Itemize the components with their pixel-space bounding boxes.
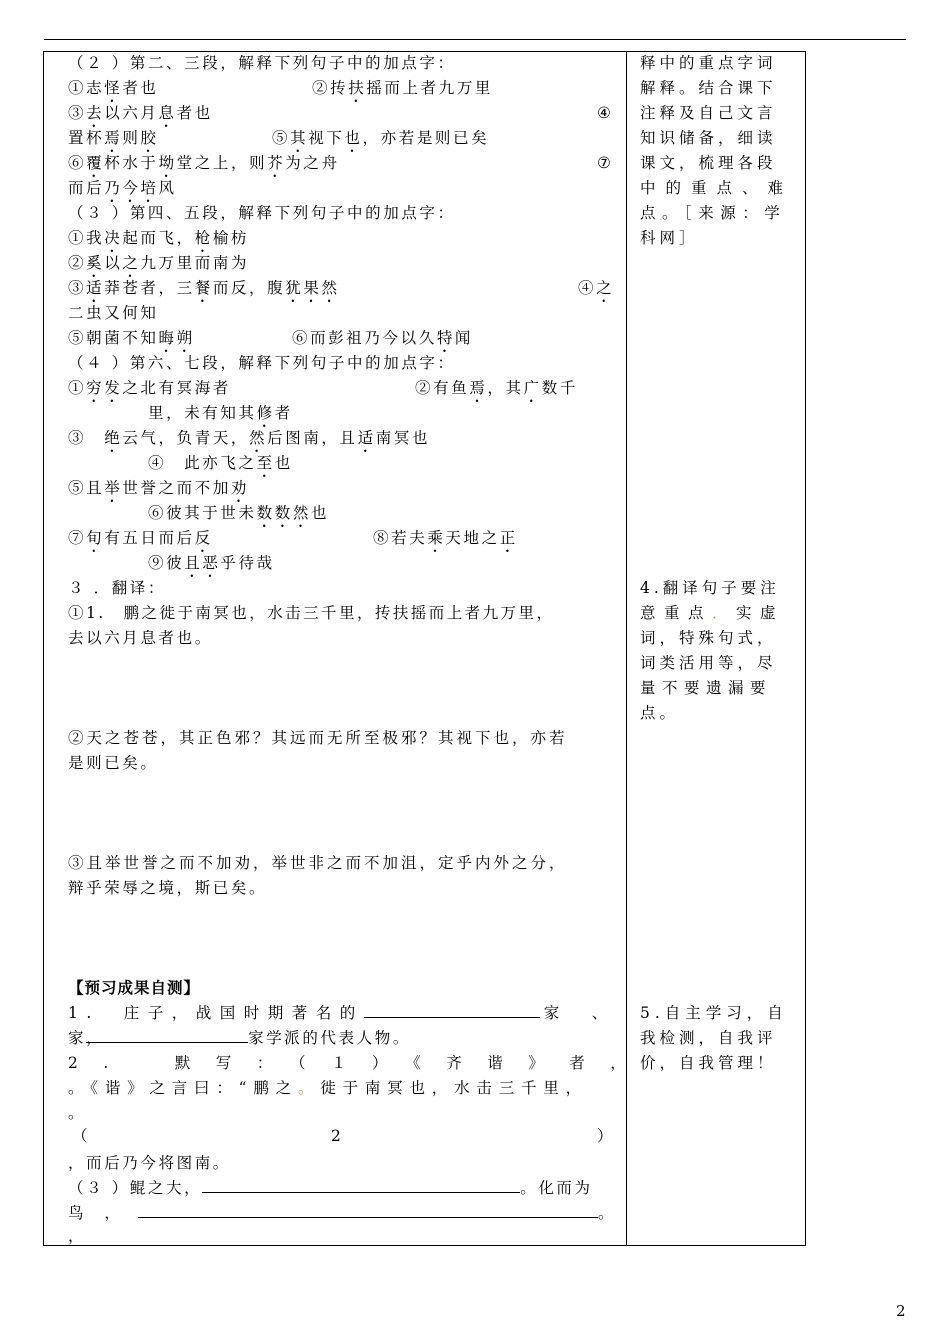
side-note-5-line: 价，自我管理！ [640, 1054, 777, 1072]
translation-item-1-cont: 去以六月息者也。 [68, 629, 213, 647]
side-note-5-line: 我检测，自我评 [640, 1029, 777, 1047]
self-test-q2-item-number: 2 [331, 1127, 344, 1145]
q2-item-7: 而后乃今培风 [68, 179, 177, 197]
self-test-q1-cont: 家， 家学派的代表人物。 [68, 1029, 412, 1047]
q4-item-2: ②有鱼焉，其广数千 [415, 379, 578, 397]
side-note-3-line: 课文，梳理各段 [640, 154, 777, 172]
side-note-5: 5.自主学习，自 [640, 1004, 788, 1022]
translation-item-1: ①1. 鹏之徙于南冥也，水击三千里，抟扶摇而上者九万里， [68, 604, 555, 622]
side-note-3-line: 科网］ [640, 229, 699, 247]
self-test-q2: 2. 默写：（１）《齐谐》者， [68, 1054, 652, 1072]
q4-item-2-cont: 里，未有知其修者 [148, 404, 293, 422]
self-test-q2-paren-close: ） [597, 1127, 616, 1145]
translation-item-3: ③且举世誉之而不加劝，举世非之而不加沮，定乎内外之分， [68, 854, 568, 872]
answer-blank[interactable]: ， [86, 1028, 248, 1043]
q2-item-2: ②抟扶摇而上者九万里 [312, 79, 494, 97]
answer-blank[interactable] [202, 1178, 520, 1193]
q3-heading: （３ ）第四、五段，解释下列句子中的加点字： [68, 204, 456, 222]
q2-item-6: ⑥覆杯水于坳堂之上，则芥为之舟 [68, 154, 340, 172]
q3-item-3: ③适莽苍者，三餐而反，腹犹果然 [68, 279, 340, 297]
translation-item-2-cont: 是则已矣。 [68, 754, 159, 772]
q3-item-4: 二虫又何知 [68, 304, 159, 322]
q4-item-6: ⑥彼其于世未数数然也 [148, 504, 330, 522]
q4-item-8: ⑧若夫乘天地之正 [373, 529, 518, 547]
q2-item-5: ⑤其视下也，亦若是则已矣 [272, 129, 490, 147]
self-test-q1: 1. 庄子，战国时期著名的 家 、 [68, 1004, 616, 1022]
q3-item-5: ⑤朝菌不知晦朔 [68, 329, 195, 347]
q4-item-5: ⑤且举世誉之而不加劝 [68, 479, 250, 497]
header-rule [44, 39, 906, 40]
self-test-q3: （３ ）鲲之大， 。化而为 [68, 1179, 593, 1197]
q3-item-1: ①我决起而飞，枪榆枋 [68, 229, 250, 247]
q2-item-7-number: ⑦ [597, 154, 614, 172]
q4-item-4: ④ 此亦飞之至也 [148, 454, 293, 472]
side-note-3-line: 点。［来源：学 [640, 204, 787, 222]
q2-item-3: ③去以六月息者也 [68, 104, 213, 122]
side-note-4: 4.翻译句子要注 [640, 579, 780, 597]
translation-heading: ３ ．翻译： [68, 579, 167, 597]
side-note-4-line: 词，特殊句式， [640, 629, 777, 647]
self-test-q2-line5: ，而后乃今将图南。 [68, 1154, 231, 1172]
q3-item-6: ⑥而彭祖乃今以久特闻 [292, 329, 474, 347]
self-test-q3-line3: ， [68, 1227, 87, 1245]
side-note-3-line: 知识储备，细读 [640, 129, 777, 147]
side-note-3-line: 中的重点、难 [640, 179, 794, 197]
answer-blank[interactable] [138, 1203, 598, 1218]
q2-item-4: 置杯焉则胶 [68, 129, 159, 147]
side-note-3-line: 解释。结合课下 [640, 79, 777, 97]
q2-item-1: ①志怪者也 [68, 79, 159, 97]
side-note-4-line: 量不要遗漏要 [640, 679, 773, 697]
side-note-3-line: 注释及自己文言 [640, 104, 777, 122]
side-note-4-line2: 意重点．实虚 [640, 604, 785, 622]
q4-item-3: ③ 绝云气，负青天，然后图南，且适南冥也 [68, 429, 431, 447]
self-test-title: 【预习成果自测】 [68, 978, 201, 997]
answer-blank[interactable] [364, 1003, 540, 1018]
q3-item-2: ②奚以之九万里而南为 [68, 254, 250, 272]
self-test-q2-paren-open: （ [72, 1127, 91, 1145]
q2-heading: （２ ）第二、三段，解释下列句子中的加点字： [68, 54, 456, 72]
self-test-q3-line2: 鸟 ， 。 [68, 1204, 622, 1222]
q4-item-7: ⑦旬有五日而后反 [68, 529, 213, 547]
q4-item-1: ①穷发之北有冥海者 [68, 379, 231, 397]
page-number: 2 [896, 1302, 906, 1320]
self-test-q2-line3: 。 [68, 1104, 87, 1122]
side-note-3-line: 释中的重点字词 [640, 54, 777, 72]
q3-item-4-head: ④之 [578, 279, 615, 297]
self-test-q2-line2: 。《谐》之言曰：“鹏之。徙于南冥也，水击三千里， [68, 1079, 588, 1097]
q4-heading: （４ ）第六、七段，解释下列句子中的加点字： [68, 354, 456, 372]
q2-item-4-number: ④ [597, 104, 614, 122]
translation-item-3-cont: 辩乎荣辱之境，斯已矣。 [68, 879, 268, 897]
translation-item-2: ②天之苍苍，其正色邪？其远而无所至极邪？其视下也，亦若 [68, 729, 568, 747]
side-note-4-line: 词类活用等，尽 [640, 654, 777, 672]
side-note-4-line: 点。 [640, 704, 680, 722]
q4-item-9: ⑨彼且恶乎待哉 [148, 554, 275, 572]
